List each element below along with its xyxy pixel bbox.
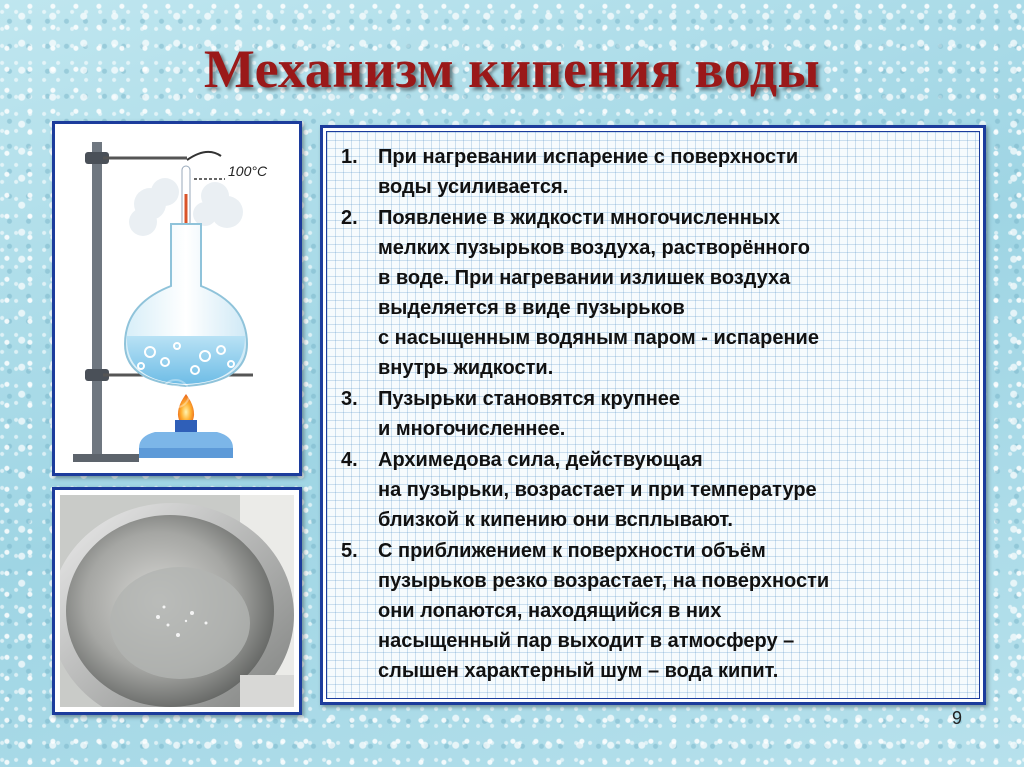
item-line: воды усиливается. [378,176,569,198]
content-inner [326,131,980,699]
pan-photo [60,495,294,707]
list-item [341,142,965,202]
list-item [341,536,965,686]
temperature-label: 100°C [228,163,268,179]
content-panel [320,125,986,705]
item-number: 4. [341,449,358,471]
item-line: слышен характерный шум – вода кипит. [378,660,779,682]
item-number: 3. [341,388,358,410]
item-line: на пузырьки, возрастает и при температуре [378,479,817,501]
item-number: 5. [341,540,358,562]
item-line: и многочисленнее. [378,418,566,440]
slide-title: Механизм кипения воды [203,39,821,99]
flask-illustration-frame [52,121,302,476]
item-number: 1. [341,146,358,168]
item-line: С приближением к поверхности объём [378,540,766,562]
item-line: насыщенный пар выходит в атмосферу – [378,630,795,652]
item-line: в воде. При нагревании излишек воздуха [378,267,791,289]
item-line: При нагревании испарение с поверхности [378,146,799,168]
watermark: © [160,370,192,417]
pan-photo-frame [52,487,302,715]
item-line: с насыщенным водяным паром - испарение [378,327,819,349]
boiling-flask-illustration [55,124,299,473]
item-line: Пузырьки становятся крупнее [378,388,681,410]
list-item [341,384,965,444]
item-number: 2. [341,207,358,229]
item-line: пузырьков резко возрастает, на поверхности [378,570,830,592]
page-number: 9 [951,708,962,728]
item-line: выделяется в виде пузырьков [378,297,685,319]
item-line: они лопаются, находящийся в них [378,600,722,622]
list-item [341,203,965,383]
list-item [341,445,965,535]
item-line: мелких пузырьков воздуха, растворённого [378,237,810,259]
boiling-steps-list [341,142,965,686]
item-line: внутрь жидкости. [378,357,554,379]
item-line: Архимедова сила, действующая [378,449,703,471]
item-line: Появление в жидкости многочисленных [378,207,780,229]
item-line: близкой к кипению они всплывают. [378,509,733,531]
